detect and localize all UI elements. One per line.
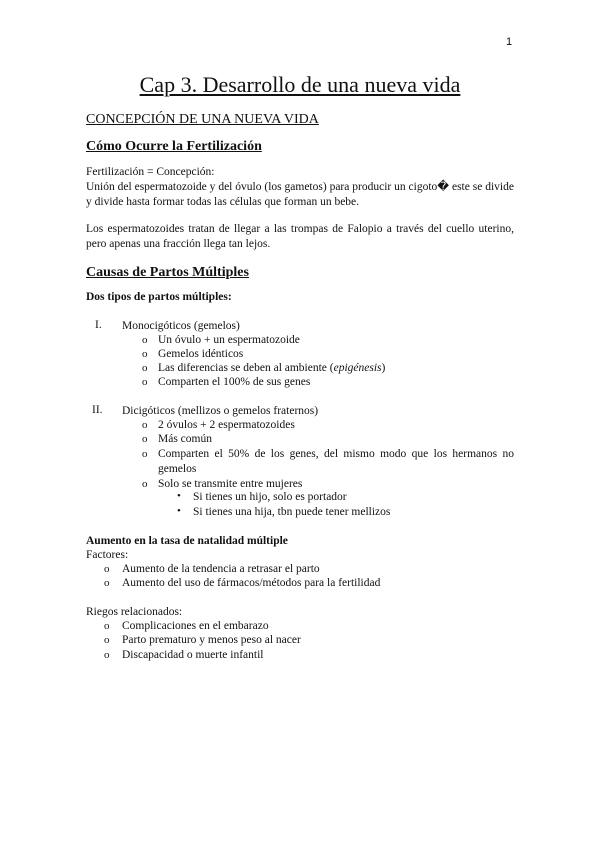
list-item: Gemelos idénticos: [158, 348, 244, 360]
list-item: Solo se transmite entre mujeres: [158, 478, 303, 490]
risks-label: Riegos relacionados:: [86, 606, 183, 618]
bullet-icon: o: [104, 620, 110, 632]
page-title: Cap 3. Desarrollo de una nueva vida: [139, 72, 461, 97]
list-item: Comparten el 50% de los genes, del mismo modo que los hermanos no gemelos: [158, 448, 514, 475]
list-item: Más común: [158, 433, 212, 445]
list-item: Un óvulo + un espermatozoide: [158, 334, 300, 346]
numeral-one: I.: [95, 319, 102, 331]
list-item: Aumento del uso de fármacos/métodos para la fertilidad: [122, 577, 381, 589]
epigenesis-term: epigénesis: [333, 362, 382, 374]
bullet-icon: o: [142, 478, 148, 490]
fertilization-paragraph-2: Los espermatozoides tratan de llegar a las trompas de Falopio a través del cuello uterino, pero apenas una fracción llega tan lejos.: [86, 223, 514, 250]
bullet-icon: o: [142, 376, 148, 388]
sub-list-item: Si tienes un hijo, solo es portador: [193, 491, 347, 503]
bullet-icon: o: [104, 563, 110, 575]
section-heading: CONCEPCIÓN DE UNA NUEVA VIDA: [86, 112, 319, 127]
fertilization-heading: Cómo Ocurre la Fertilización: [86, 139, 262, 154]
list-item: Parto prematuro y menos peso al nacer: [122, 634, 301, 646]
monozygotic-label: Monocigóticos (gemelos): [122, 320, 240, 332]
dot-bullet-icon: •: [177, 505, 181, 517]
page-number: 1: [506, 36, 513, 48]
multiple-births-subheading: Dos tipos de partos múltiples:: [86, 291, 232, 303]
dot-bullet-icon: •: [177, 490, 181, 502]
list-item: 2 óvulos + 2 espermatozoides: [158, 419, 295, 431]
bullet-icon: o: [142, 433, 148, 445]
list-item: Comparten el 100% de sus genes: [158, 376, 311, 388]
multiple-births-heading: Causas de Partos Múltiples: [86, 265, 249, 280]
bullet-icon: o: [142, 448, 148, 460]
numeral-two: II.: [92, 404, 103, 416]
bullet-icon: o: [142, 334, 148, 346]
fertilization-definition: Fertilización = Concepción:: [86, 166, 215, 178]
fertilization-paragraph-1: Unión del espermatozoide y del óvulo (los gametos) para producir un cigoto� este se divide y divide hasta formar todas las células que forman un bebe.: [86, 181, 514, 208]
bullet-icon: o: [104, 577, 110, 589]
list-item: Aumento de la tendencia a retrasar el parto: [122, 563, 320, 575]
bullet-icon: o: [142, 348, 148, 360]
bullet-icon: o: [142, 362, 148, 374]
increase-heading: Aumento en la tasa de natalidad múltiple: [86, 535, 288, 547]
dizygotic-label: Dicigóticos (mellizos o gemelos fraternos): [122, 405, 319, 417]
factors-label: Factores:: [86, 549, 129, 561]
bullet-icon: o: [142, 419, 148, 431]
bullet-icon: o: [104, 634, 110, 646]
list-item: Complicaciones en el embarazo: [122, 620, 269, 632]
sub-list-item: Si tienes una hija, tbn puede tener mellizos: [193, 506, 391, 518]
bullet-icon: o: [104, 649, 110, 661]
list-item: Las diferencias se deben al ambiente (epigénesis): [158, 362, 386, 374]
list-item: Discapacidad o muerte infantil: [122, 649, 264, 661]
